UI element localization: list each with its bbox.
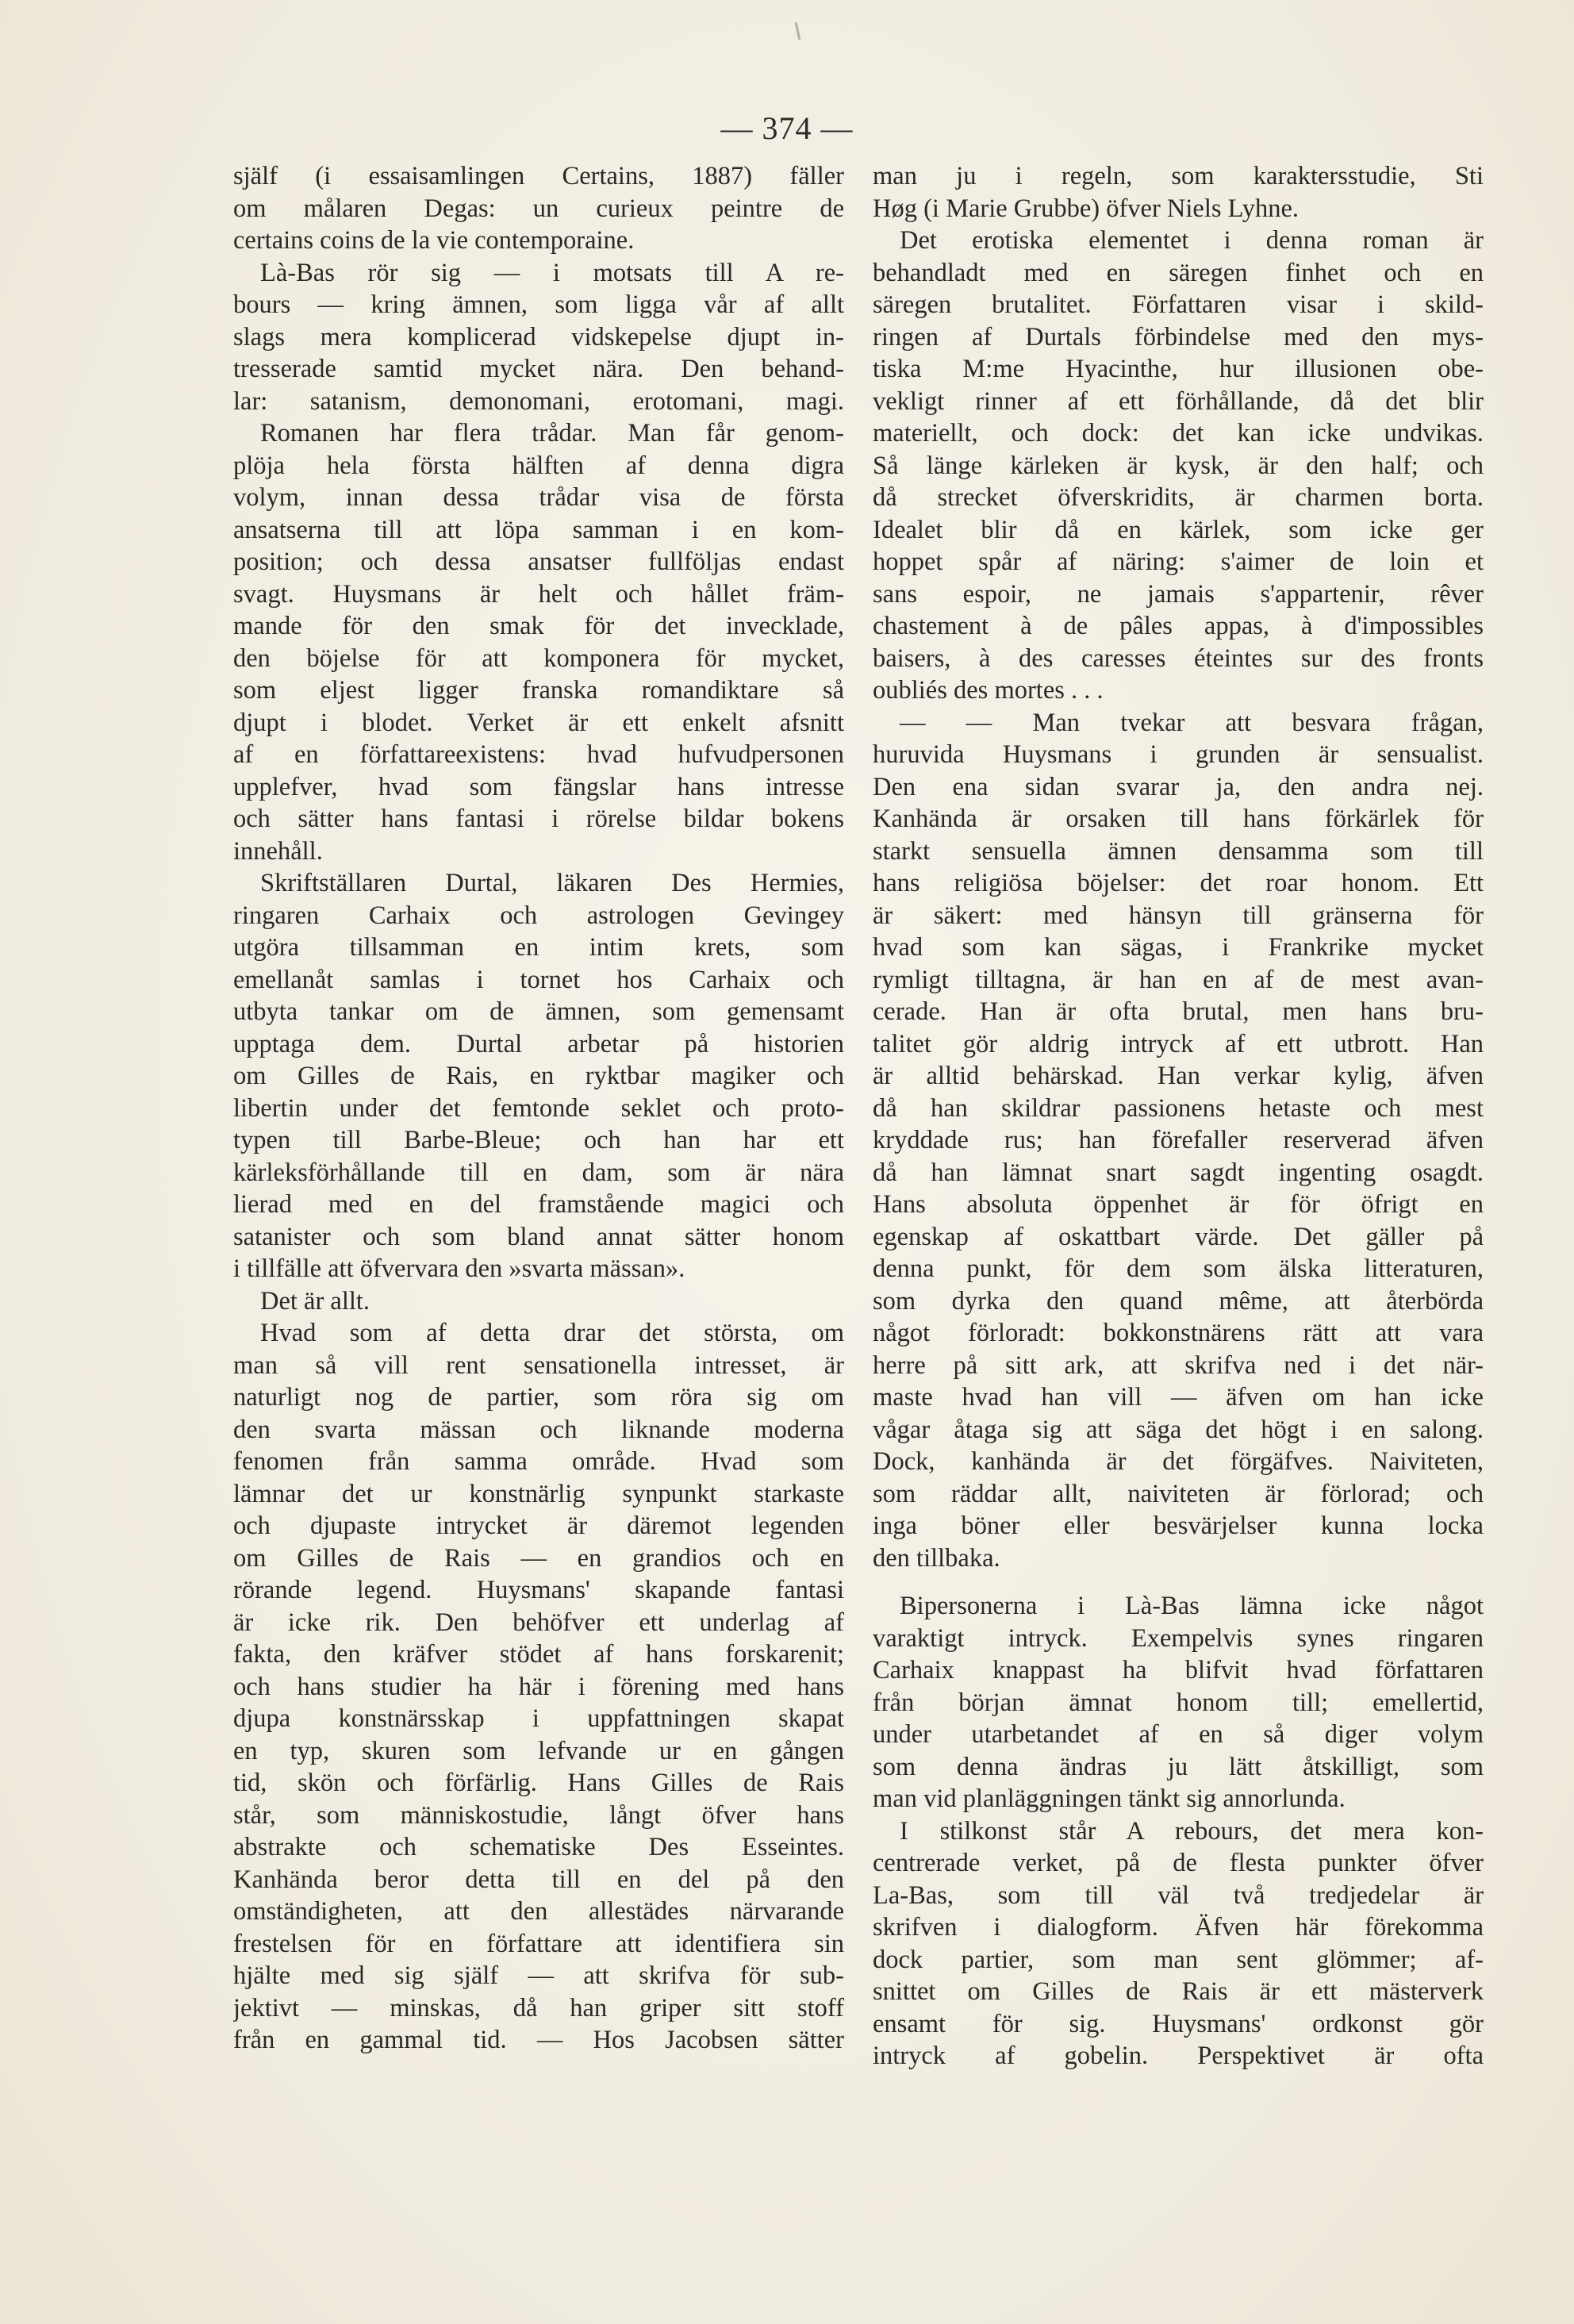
text-line: är alltid behärskad. Han verkar kylig, äfven xyxy=(873,1062,1484,1090)
text-line: maste hvad han vill — äfven om han icke xyxy=(873,1383,1484,1412)
text-line: är säkert: med hänsyn till gränserna för xyxy=(873,901,1484,930)
text-line: Bipersonerna i Là-Bas lämna icke något xyxy=(900,1592,1484,1620)
text-line: dock partier, som man sent glömmer; af- xyxy=(873,1945,1484,1974)
text-line: ringen af Durtals förbindelse med den mys- xyxy=(873,322,1484,351)
text-line: lierad med en del framstående magici och xyxy=(233,1190,844,1219)
text-line: från början ämnat honom till; emellertid, xyxy=(873,1688,1484,1717)
text-line: frestelsen för en författare att identifiera sin xyxy=(233,1929,844,1958)
text-line: emellanåt samlas i tornet hos Carhaix och xyxy=(233,965,844,994)
text-line: jektivt — minskas, då han griper sitt stoff xyxy=(233,1993,844,2022)
left-column xyxy=(233,160,844,2057)
text-line: och hans studier ha här i förening med hans xyxy=(233,1672,844,1701)
text-line: i tillfälle att öfvervara den »svarta mässan». xyxy=(233,1254,685,1283)
text-line: innehåll. xyxy=(233,836,323,866)
text-line: fakta, den kräfver stödet af hans forskarenit; xyxy=(233,1640,844,1669)
text-line: Romanen har flera trådar. Man får genom- xyxy=(260,419,844,448)
text-line: utbyta tankar om de ämnen, som gemensamt xyxy=(233,997,844,1026)
text-line: hjälte med sig själf — att skrifva för sub- xyxy=(233,1961,844,1990)
text-line: rörande legend. Huysmans' skapande fantasi xyxy=(233,1576,844,1604)
text-line: som denna ändras ju lätt åtskilligt, som xyxy=(873,1752,1484,1781)
text-line: man vid planläggningen tänkt sig annorlunda. xyxy=(873,1784,1346,1813)
text-line: är icke rik. Den behöfver ett underlag af xyxy=(233,1608,844,1637)
text-line: Høg (i Marie Grubbe) öfver Niels Lyhne. xyxy=(873,194,1299,223)
text-line: position; och dessa ansatser fullföljas endast xyxy=(233,547,844,576)
text-line: den böjelse för att komponera för mycket, xyxy=(233,643,844,673)
text-line: typen till Barbe-Bleue; och han har ett xyxy=(233,1126,844,1154)
paper-mark xyxy=(795,22,801,40)
text-line: certains coins de la vie contemporaine. xyxy=(233,226,635,255)
text-line: själf (i essaisamlingen Certains, 1887) fäller xyxy=(233,162,844,190)
text-line: Så länge kärleken är kysk, är den half; och xyxy=(873,451,1484,480)
text-line: rymligt tilltagna, är han en af de mest avan- xyxy=(873,965,1484,994)
text-line: af en författareexistens: hvad hufvudpersonen xyxy=(233,740,844,769)
text-line: tresserade samtid mycket nära. Den behand- xyxy=(233,355,844,383)
text-line: en typ, skuren som lefvande ur en gången xyxy=(233,1736,844,1765)
text-line: svagt. Huysmans är helt och hållet främ- xyxy=(233,579,844,609)
text-line: talitet gör aldrig intryck af ett utbrott. Han xyxy=(873,1029,1484,1058)
text-line: libertin under det femtonde seklet och proto- xyxy=(233,1093,844,1123)
text-line: abstrakte och schematiske Des Esseintes. xyxy=(233,1833,844,1861)
text-line: plöja hela första hälften af denna digra xyxy=(233,451,844,480)
text-line: lämnar det ur konstnärlig synpunkt starkaste xyxy=(233,1479,844,1508)
text-line: Dock, kanhända är det förgäfves. Naiviteten, xyxy=(873,1447,1484,1476)
text-line: Kanhända beror detta till en del på den xyxy=(233,1865,844,1894)
text-line: om Gilles de Rais, en ryktbar magiker och xyxy=(233,1062,844,1090)
text-line: egenskap af oskattbart värde. Det gäller på xyxy=(873,1222,1484,1251)
text-line: materiellt, och dock: det kan icke undvikas. xyxy=(873,419,1484,448)
text-line: vågar åtaga sig att säga det högt i en salong. xyxy=(873,1415,1484,1444)
text-line: hans religiösa böjelser: det roar honom. Ett xyxy=(873,869,1484,897)
text-line: lar: satanism, demonomani, erotomani, magi. xyxy=(233,386,844,416)
text-line: Hans absoluta öppenhet är för öfrigt en xyxy=(873,1190,1484,1219)
right-column xyxy=(873,160,1484,2072)
text-line: Det är allt. xyxy=(260,1286,370,1316)
text-line: upplefver, hvad som fängslar hans intresse xyxy=(233,772,844,801)
text-line: då han lämnat snart sagdt ingenting osagdt. xyxy=(873,1158,1484,1187)
text-line: hvad som kan sägas, i Frankrike mycket xyxy=(873,933,1484,962)
text-line: starkt sensuella ämnen densamma som till xyxy=(873,836,1484,866)
text-line: I stilkonst står A rebours, det mera kon- xyxy=(900,1816,1484,1846)
text-line xyxy=(873,1574,1484,1590)
text-line: bours — kring ämnen, som ligga vår af allt xyxy=(233,290,844,319)
text-line: huruvida Huysmans i grunden är sensualist. xyxy=(873,740,1484,769)
text-line: herre på sitt ark, att skrifva ned i det när- xyxy=(873,1350,1484,1380)
page-number: — 374 — xyxy=(720,110,854,146)
text-line: om Gilles de Rais — en grandios och en xyxy=(233,1543,844,1573)
text-line: volym, innan dessa trådar visa de första xyxy=(233,483,844,512)
text-line: varaktigt intryck. Exempelvis synes ringaren xyxy=(873,1623,1484,1653)
text-line: utgöra tillsamman en intim krets, som xyxy=(233,933,844,962)
text-line: chastement à de pâles appas, à d'impossibles xyxy=(873,612,1484,640)
text-line: cerade. Han är ofta brutal, men hans bru- xyxy=(873,997,1484,1026)
text-line: slags mera komplicerad vidskepelse djupt in- xyxy=(233,322,844,351)
text-line: och sätter hans fantasi i rörelse bildar bokens xyxy=(233,805,844,833)
text-line: Det erotiska elementet i denna roman är xyxy=(900,226,1484,255)
text-line: man så vill rent sensationella intresset, är xyxy=(233,1350,844,1380)
text-line: som eljest ligger franska romandiktare så xyxy=(233,676,844,705)
text-line: ansatserna till att löpa samman i en kom- xyxy=(233,515,844,544)
text-line: fenomen från samma område. Hvad som xyxy=(233,1447,844,1476)
text-line: sans espoir, ne jamais s'appartenir, rêver xyxy=(873,579,1484,609)
text-line: hoppet spår af näring: s'aimer de loin et xyxy=(873,547,1484,576)
text-line: centrerade verket, på de flesta punkter öfver xyxy=(873,1849,1484,1877)
text-line: kryddade rus; han förefaller reserverad äfven xyxy=(873,1126,1484,1154)
text-line: oubliés des mortes . . . xyxy=(873,676,1104,705)
text-line: ringaren Carhaix och astrologen Gevingey xyxy=(233,901,844,930)
text-line: Là-Bas rör sig — i motsats till A re- xyxy=(260,258,844,287)
text-line: — — Man tvekar att besvara frågan, xyxy=(900,708,1484,737)
text-line: satanister och som bland annat sätter honom xyxy=(233,1222,844,1251)
text-line: man ju i regeln, som karaktersstudie, Sti xyxy=(873,162,1484,190)
text-line: under utarbetandet af en så diger volym xyxy=(873,1720,1484,1749)
text-line: då strecket öfverskridits, är charmen borta. xyxy=(873,483,1484,512)
text-line: då han skildrar passionens hetaste och mest xyxy=(873,1093,1484,1123)
text-line: säregen brutalitet. Författaren visar i skild- xyxy=(873,290,1484,319)
text-line: ensamt för sig. Huysmans' ordkonst gör xyxy=(873,2009,1484,2038)
text-line: omständigheten, att den allestädes närvarande xyxy=(233,1897,844,1926)
text-line: tiska M:me Hyacinthe, hur illusionen obe- xyxy=(873,355,1484,383)
text-line: djupt i blodet. Verket är ett enkelt afsnitt xyxy=(233,708,844,737)
text-line: behandladt med en säregen finhet och en xyxy=(873,258,1484,287)
text-line: upptaga dem. Durtal arbetar på historien xyxy=(233,1029,844,1058)
text-line: snittet om Gilles de Rais är ett mästerverk xyxy=(873,1977,1484,2006)
text-line: naturligt nog de partier, som röra sig om xyxy=(233,1383,844,1412)
text-line: La-Bas, som till väl två tredjedelar är xyxy=(873,1880,1484,1910)
text-line: Hvad som af detta drar det största, om xyxy=(260,1319,844,1347)
text-line: tid, skön och förfärlig. Hans Gilles de Rais xyxy=(233,1769,844,1797)
text-line: från en gammal tid. — Hos Jacobsen sätter xyxy=(233,2026,844,2054)
text-line: som dyrka den quand même, att återbörda xyxy=(873,1286,1484,1316)
text-line: om målaren Degas: un curieux peintre de xyxy=(233,194,844,223)
text-line: Idealet blir då en kärlek, som icke ger xyxy=(873,515,1484,544)
text-line: Kanhända är orsaken till hans förkärlek för xyxy=(873,805,1484,833)
text-line: något förloradt: bokkonstnärens rätt att vara xyxy=(873,1319,1484,1347)
text-line: skrifven i dialogform. Äfven här förekomma xyxy=(873,1913,1484,1942)
text-line: vekligt rinner af ett förhållande, då det blir xyxy=(873,386,1484,416)
text-line: mande för den smak för det invecklade, xyxy=(233,612,844,640)
text-line: Den ena sidan svarar ja, den andra nej. xyxy=(873,772,1484,801)
text-line: kärleksförhållande till en dam, som är nära xyxy=(233,1158,844,1187)
text-line: Carhaix knappast ha blifvit hvad författaren xyxy=(873,1656,1484,1684)
text-line: denna punkt, för dem som älska litteraturen, xyxy=(873,1254,1484,1283)
text-line: intryck af gobelin. Perspektivet är ofta xyxy=(873,2042,1484,2070)
text-line: inga böner eller besvärjelser kunna locka xyxy=(873,1512,1484,1540)
text-line: och djupaste intrycket är däremot legenden xyxy=(233,1512,844,1540)
text-line: baisers, à des caresses éteintes sur des fronts xyxy=(873,643,1484,673)
text-line: den tillbaka. xyxy=(873,1543,1000,1573)
text-line: den svarta mässan och liknande moderna xyxy=(233,1415,844,1444)
text-line: djupa konstnärsskap i uppfattningen skapat xyxy=(233,1704,844,1733)
text-line: som räddar allt, naiviteten är förlorad; och xyxy=(873,1479,1484,1508)
text-line: står, som människostudie, långt öfver hans xyxy=(233,1800,844,1830)
text-line: Skriftställaren Durtal, läkaren Des Hermies, xyxy=(260,869,844,897)
